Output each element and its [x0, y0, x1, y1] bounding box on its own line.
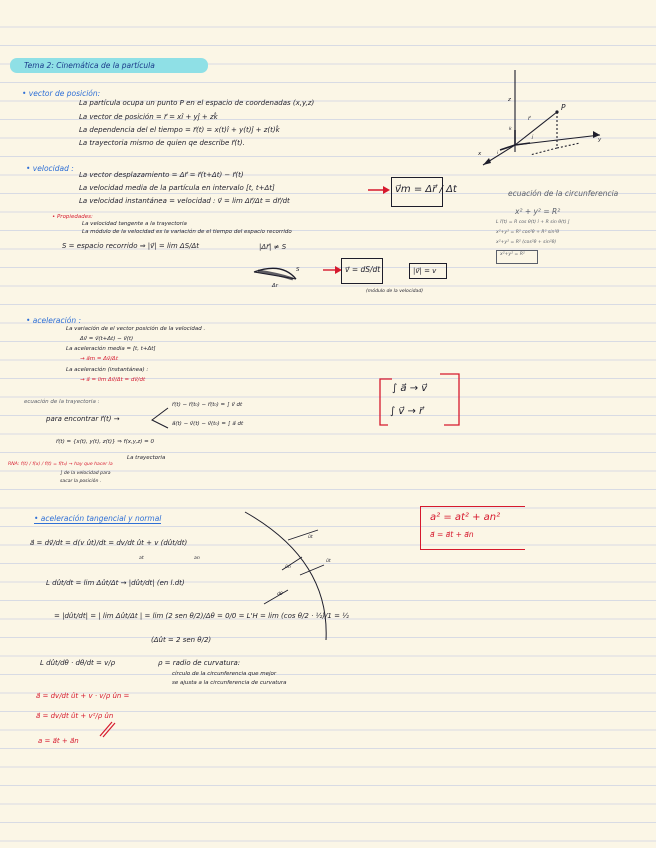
unit-k-label: k	[509, 127, 512, 132]
point-p-label: P	[561, 103, 566, 112]
circumference-line-1: L r⃗(t) = R cos θ(t) î + R sin θ(t) ĵ	[496, 220, 570, 225]
arc-s-label: S	[296, 267, 300, 273]
velocity-modulus: |v⃗| = v	[413, 267, 437, 275]
acceleration-line-6: → a⃗ = lim Δv⃗/Δt = dv⃗/dt	[80, 377, 146, 383]
arc-dr-label: Δr	[272, 283, 279, 289]
tn-main-equation: a⃗ = dv⃗/dt = d(v ût)/dt = dv/dt ût + v (dût/dt)	[30, 539, 188, 547]
axis-x-label: x	[478, 151, 482, 157]
acceleration-line-5: La aceleración (instantánea) :	[66, 367, 149, 373]
find-position-text: para encontrar r⃗(t) →	[46, 415, 120, 423]
tn-sub-an: an	[194, 556, 200, 561]
tn-line-1: L dût/dt = lim Δût/Δt → |dût/dt| (en l.dt)	[46, 579, 185, 587]
acceleration-vector-eq: a⃗ = a⃗t + a⃗n	[430, 530, 474, 539]
aux-note-2: ∫ de la velocidad para	[60, 471, 111, 476]
speed-equation: S = espacio recorrido ⇒ |v⃗| = lim ΔS/Δt	[62, 242, 200, 250]
axis-y-label: y	[598, 137, 602, 143]
properties-heading: • Propiedades:	[52, 214, 93, 220]
tn-line-2: = |dût/dt| = | lim Δût/Δt | = lim (2 sen θ/2)/Δθ = 0/0 = L'H = lim (cos θ/2 · ½)/1 = ½	[54, 612, 349, 620]
circumference-line-2: x²+y² = R² cos²θ + R² sin²θ	[496, 230, 560, 235]
trajectory-branch-1: r⃗(t) − r⃗(t₀) − r⃗(t₀) = ∫ v⃗ dt	[172, 402, 243, 408]
section-velocity-heading: • velocidad :	[26, 164, 74, 173]
velocity-line-3: La velocidad instantánea = velocidad : v⃗ = lim Δr⃗/Δt = dr⃗/dt	[79, 197, 290, 205]
curvature-dtheta-label: dθ	[277, 592, 283, 597]
circumference-equation: x² + y² = R²	[515, 207, 561, 216]
position-line-1: La partícula ocupa un punto P en el espacio de coordenadas (x,y,z)	[79, 99, 315, 107]
trajectory-heading: ecuación de la trayectoria :	[24, 399, 100, 405]
tn-line-3: (Δût = 2 sen θ/2)	[151, 636, 212, 644]
circumference-line-3: x²+y² = R² (cos²θ + sin²θ)	[496, 240, 557, 245]
circumference-line-4: x²+y² = R²	[500, 252, 525, 257]
acceleration-line-2: Δv⃗ = v⃗(t+Δt) − v⃗(t)	[80, 336, 134, 342]
aux-note-1: RNA: f(t) / f(x) / f(t) = f(t₀) → hay que hacer la	[8, 462, 113, 467]
mean-velocity-formula: v⃗m = Δr⃗ / Δt	[395, 184, 457, 195]
position-line-4: La trayectoria mismo de quien qe describe r⃗(t).	[79, 139, 245, 147]
integral-v-to-r: ∫ v⃗ → r⃗	[390, 406, 424, 417]
circumference-heading: ecuación de la circunferencia	[508, 189, 619, 198]
velocity-line-2: La velocidad media de la partícula en intervalo [t, t+Δt]	[79, 184, 275, 192]
displacement-inequality: |Δr⃗| ≠ S	[259, 243, 287, 251]
page-title: Tema 2: Cinemática de la partícula	[24, 61, 155, 70]
tn-sub-at: at	[139, 556, 144, 561]
section-position-heading: • vector de posición:	[22, 89, 101, 98]
curvature-ut2-label: ût	[326, 559, 331, 564]
trajectory-function: r⃗(t) = {x(t), y(t), z(t)} ⇒ f(x,y,z) = 0	[56, 439, 154, 445]
section-tn-heading: • aceleración tangencial y normal	[34, 514, 162, 523]
integral-a-to-v: ∫ a⃗ → v⃗	[392, 383, 428, 394]
aux-note-3: sacar la posición .	[60, 479, 102, 484]
axis-z-label: z	[508, 97, 511, 103]
velocity-modulus-note: (módulo de la velocidad)	[366, 289, 424, 294]
result-line-3: a = a⃗t + a⃗n	[38, 737, 79, 745]
result-line-2: a⃗ = dv/dt ût + v²/ρ ûn	[36, 712, 114, 720]
position-line-3: La dependencia del el tiempo = r⃗(t) = x(t)î + y(t)ĵ + z(t)k̂	[79, 126, 280, 134]
acceleration-line-3: La aceleración media = [t, t+Δt]	[66, 346, 156, 352]
property-1: La velocidad tangente a la trayectoria	[82, 221, 187, 227]
unit-i-label: i	[497, 151, 499, 156]
rho-definition-2: círculo de la circunferencia que mejor	[172, 671, 277, 677]
property-2: La módulo de la velocidad es la variación de el tiempo del espacio recorrido	[82, 229, 292, 235]
curvature-un-label: ûn	[285, 565, 291, 570]
acceleration-magnitude-eq: a² = at² + an²	[430, 512, 501, 523]
curvature-ut-label: ût	[308, 535, 313, 540]
acceleration-line-1: La variación de el vector posición de la velocidad .	[66, 326, 206, 332]
result-line-1: a⃗ = dv/dt ût + v · v/ρ ûn =	[36, 692, 130, 700]
vector-r-label: r⃗	[528, 116, 531, 122]
trajectory-note: La trayectoria	[127, 455, 166, 461]
trajectory-branch-2: a⃗(t) − v⃗(t) − v⃗(t₀) = ∫ a⃗ dt	[172, 421, 244, 427]
section-acceleration-heading: • aceleración :	[26, 316, 81, 325]
velocity-line-1: La vector desplazamiento = Δr⃗ = r⃗(t+Δt) − r⃗(t)	[79, 171, 244, 179]
unit-j-label: j	[532, 135, 534, 140]
velocity-ds-dt: v⃗ = dS/dt	[345, 265, 381, 274]
rho-definition-3: se ajusta a la circunferencia de curvatura	[172, 680, 287, 686]
acceleration-line-4: → a⃗m = Δv⃗/Δt	[80, 356, 118, 362]
rho-definition-1: ρ = radio de curvatura:	[158, 659, 241, 667]
position-line-2: La vector de posición = r⃗ = xî + yĵ + zk̂	[79, 113, 218, 121]
tn-line-4: L dût/dθ · dθ/dt = v/ρ	[40, 659, 116, 667]
